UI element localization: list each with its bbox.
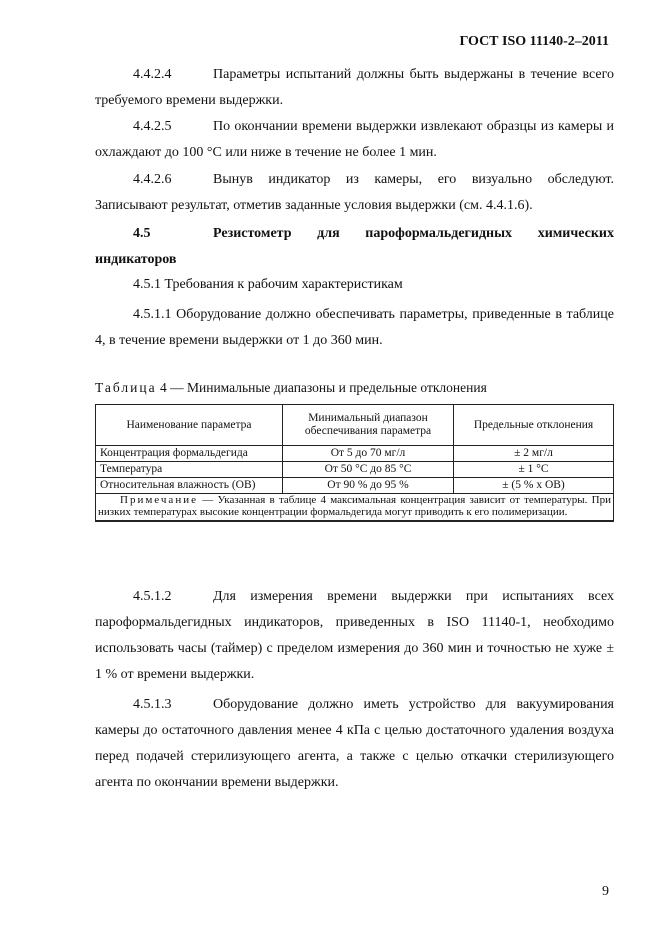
table-header-row <box>96 405 614 446</box>
section-title: Резистометр для пароформальдегидных химических индикаторов <box>95 226 614 267</box>
table-row <box>96 462 614 478</box>
table-row <box>96 478 614 494</box>
table-cell: ± 2 мг/л <box>454 446 614 462</box>
clause-text: Параметры испытаний должны быть выдержаны в течение всего требуемого времени выдержки. <box>95 67 614 108</box>
clause-text: Оборудование должно иметь устройство для вакуумирования камеры до остаточного давления менее 4 кПа с целью достаточного удаления воздуха перед подачей стерилизующего агента, а также с целью откачки стерилизующего агента по окончании времени выдержки. <box>95 697 614 790</box>
clause-number: 4.4.2.4 <box>133 67 172 82</box>
section-heading-4-5 <box>95 221 614 273</box>
table-cell: Относительная влажность (ОВ) <box>96 478 283 494</box>
table-cell: Концентрация формальдегида <box>96 446 283 462</box>
page-number: 9 <box>602 884 609 899</box>
table-cell: ± (5 % х ОВ) <box>454 478 614 494</box>
paragraph-4-5-1-3 <box>95 692 614 796</box>
table-header-cell: Наименование параметра <box>96 405 283 446</box>
paragraph-4-4-2-5 <box>95 114 614 166</box>
clause-text: Вынув индикатор из камеры, его визуально обследуют. Записывают результат, отметив заданные условия выдержки (см. 4.4.1.6). <box>95 172 614 213</box>
table-caption-word: Таблица <box>95 380 157 395</box>
clause-text: Для измерения времени выдержки при испытаниях всех пароформальдегидных индикаторов, приведенных в ISO 11140-1, необходимо использовать часы (таймер) с пределом измерения до 360 мин и точностью не хуже ± 1 % от времени выдержки. <box>95 589 614 682</box>
clause-number: 4.4.2.6 <box>133 172 172 187</box>
clause-number: 4.5.1.3 <box>133 697 172 712</box>
paragraph-4-5-1-2 <box>95 584 614 688</box>
table-caption <box>95 380 487 396</box>
paragraph-4-4-2-4 <box>95 62 614 114</box>
table-cell: От 5 до 70 мг/л <box>283 446 454 462</box>
table-caption-text: 4 — Минимальные диапазоны и предельные отклонения <box>160 380 487 395</box>
table-row <box>96 446 614 462</box>
note-text: — Указанная в таблице 4 максимальная концентрация зависит от температуры. При низких температурах высокие концентрации формальдегида могут приводить к его полимеризации. <box>98 494 611 518</box>
note-word: Примечание <box>120 494 198 506</box>
section-number: 4.5 <box>133 226 151 241</box>
paragraph-4-4-2-6 <box>95 167 614 219</box>
table-cell: Температура <box>96 462 283 478</box>
table-header-cell: Минимальный диапазон обеспечивания параметра <box>283 405 454 446</box>
table-cell: От 50 °С до 85 °С <box>283 462 454 478</box>
paragraph-4-5-1-1: 4.5.1.1 Оборудование должно обеспечивать параметры, приведенные в таблице 4, в течение времени выдержки от 1 до 360 мин. <box>95 307 614 348</box>
clause-number: 4.4.2.5 <box>133 119 172 134</box>
table-note <box>96 494 614 522</box>
document-header: ГОСТ ISO 11140-2–2011 <box>459 34 609 49</box>
table-cell: От 90 % до 95 % <box>283 478 454 494</box>
table-cell: ± 1 °С <box>454 462 614 478</box>
table-note-row <box>96 494 614 522</box>
table-header-cell: Предельные отклонения <box>454 405 614 446</box>
subsection-heading-4-5-1: 4.5.1 Требования к рабочим характеристикам <box>133 277 403 292</box>
parameters-table <box>95 404 614 522</box>
clause-number: 4.5.1.2 <box>133 589 172 604</box>
clause-text: По окончании времени выдержки извлекают образцы из камеры и охлаждают до 100 °С или ниже в течение не более 1 мин. <box>95 119 614 160</box>
